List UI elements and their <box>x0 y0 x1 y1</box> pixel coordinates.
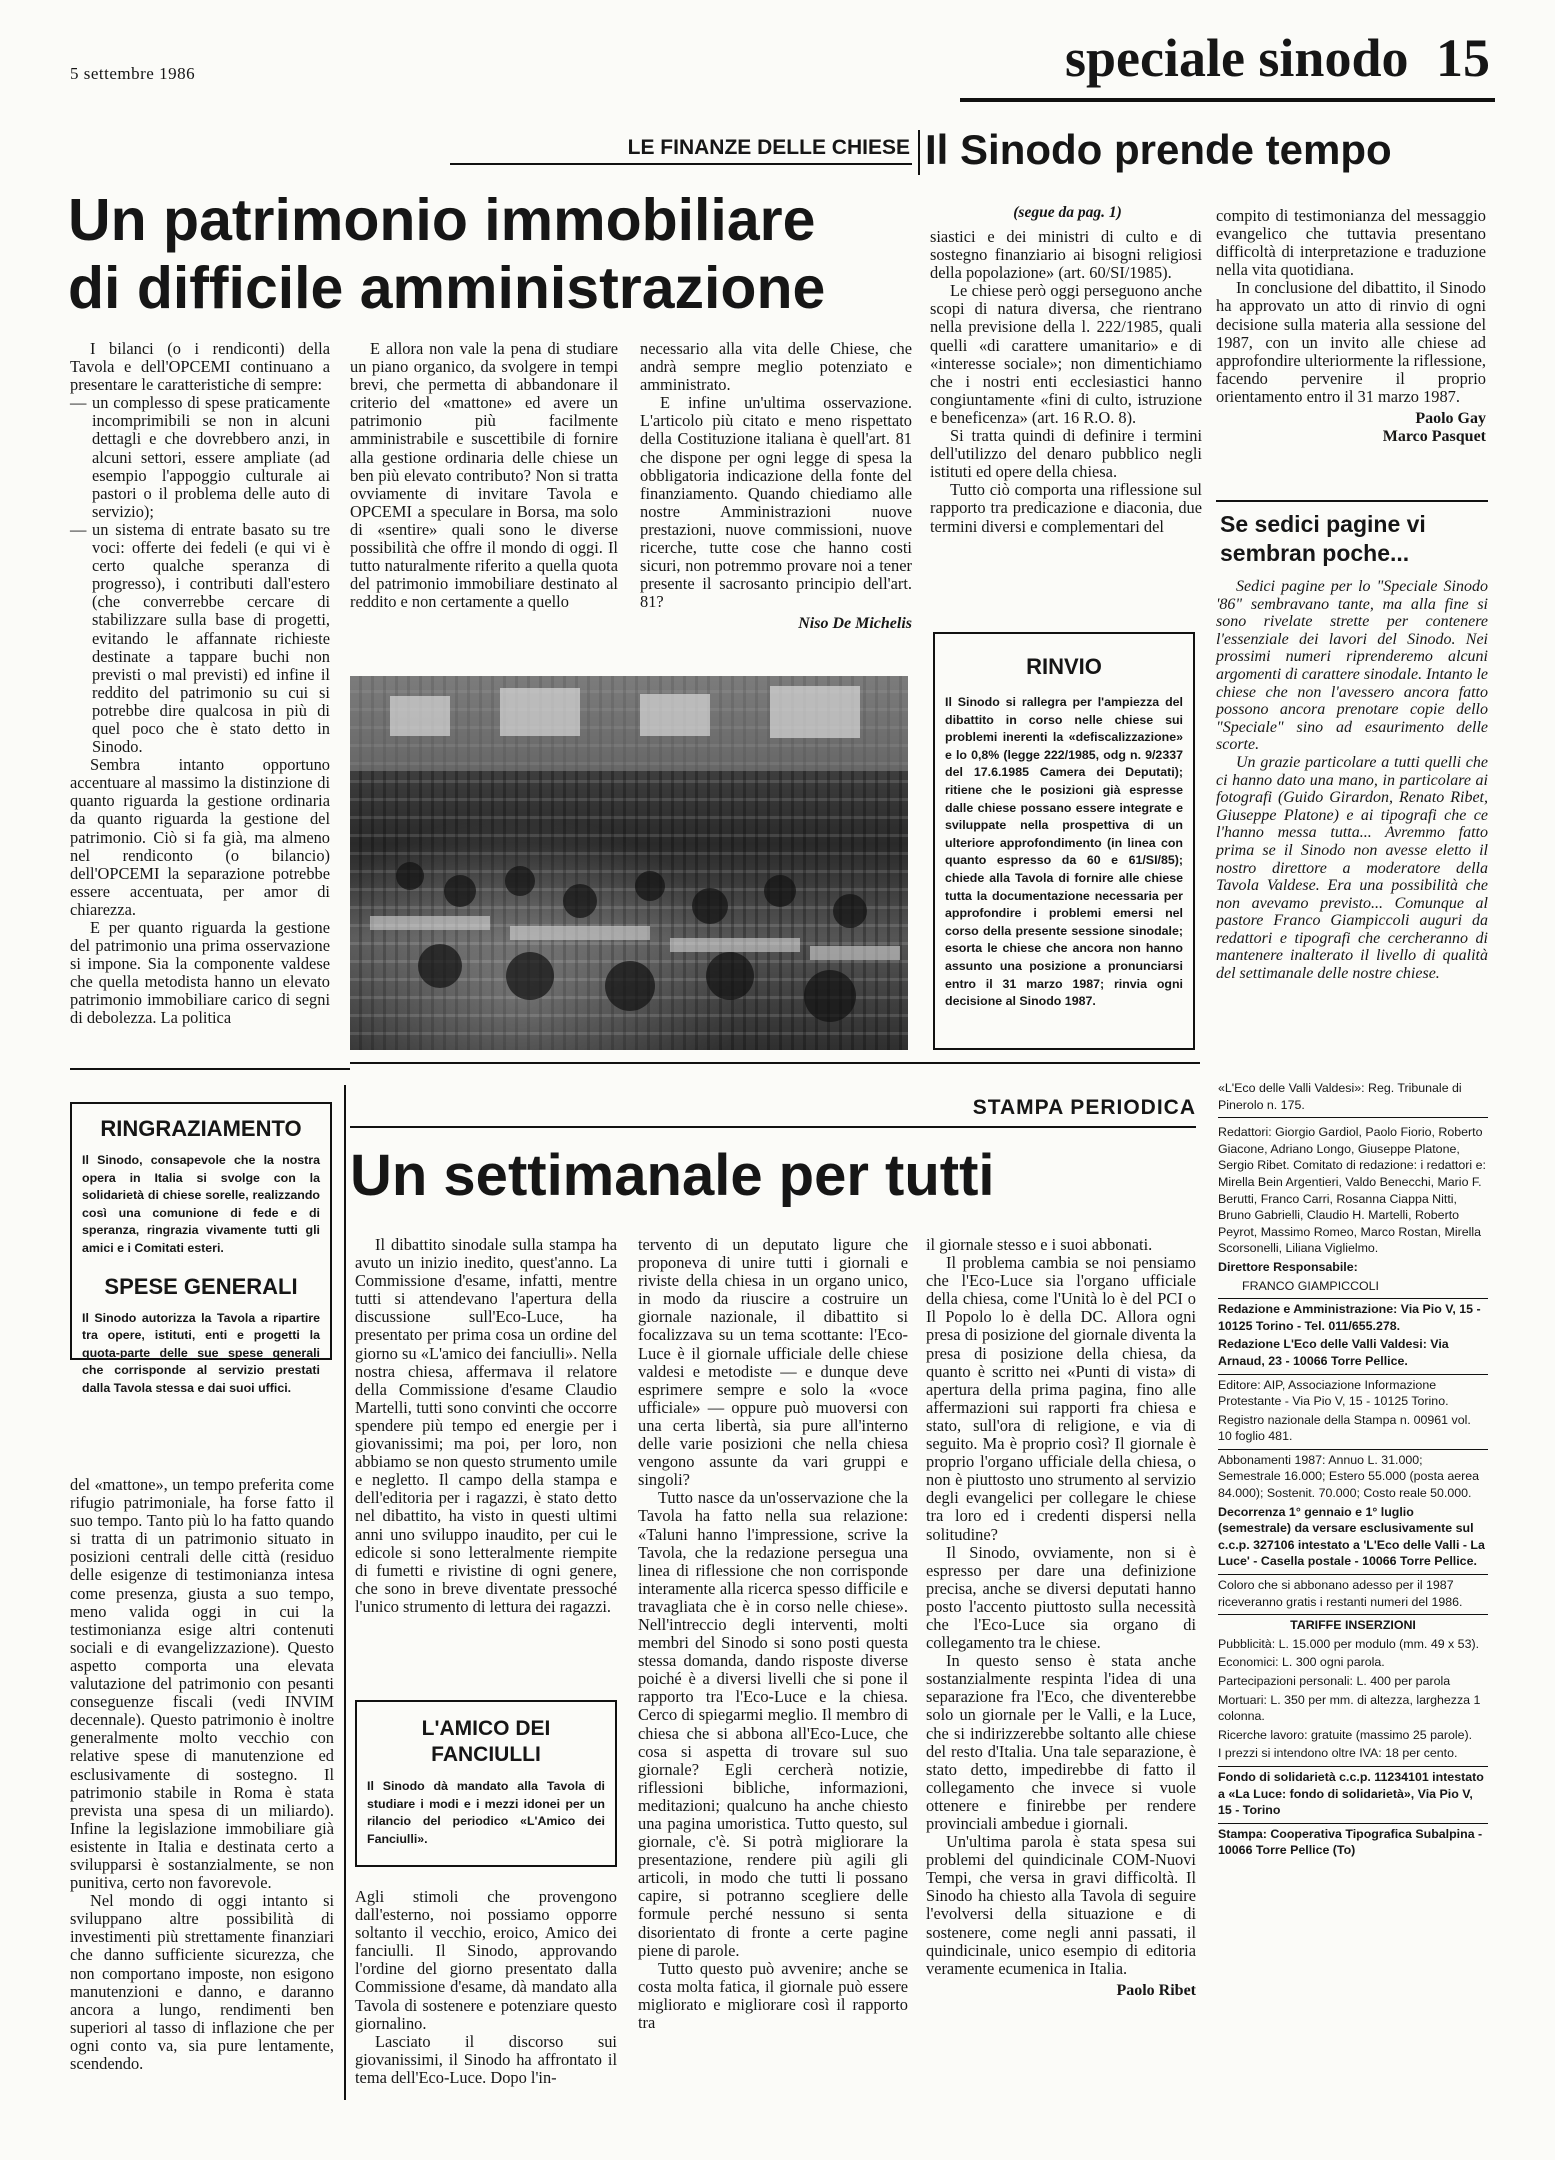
sinodo-tempo-col-2 <box>1216 207 1486 507</box>
list-item: — un sistema di entrate basato su tre voci: offerte dei fedeli (e qui vi è certo qualche speranza di progresso), i contributi dall'estero (che converrebbe cercare di stabilizzare sulla base di progetti, evitando le affannate richieste destinate a tappare buchi non previsti o mal previsti) ed infine il reddito del patrimonio su cui si potrebbe dire qualcosa in più di quel poco che è stato detto in Sinodo. <box>70 521 330 756</box>
spese-text: Il Sinodo autorizza la Tavola a ripartire tra opere, istituti, enti e progetti la quota-parte delle sue spese generali che corrisponde al servizio prestati dalla Tavola stessa e dai suoi uffici. <box>82 1310 320 1395</box>
masthead-tariffa: Ricerche lavoro: gratuite (massimo 25 parole). <box>1218 1727 1473 1742</box>
paragraph: Lasciato il discorso sui giovanissimi, il Sinodo ha affrontato il tema dell'Eco-Luce. Dopo l'in- <box>355 2031 617 2087</box>
list <box>70 394 330 756</box>
finanze-col-1 <box>70 340 330 1066</box>
paragraph: Si tratta quindi di definire i termini dell'utilizzo del denaro pubblico negli istituti ed opere della chiesa. <box>930 426 1202 482</box>
ringraziamento-box <box>70 1102 332 1395</box>
paragraph: E per quanto riguarda la gestione del patrimonio una prima osservazione si impone. Sia la componente valdese che quella metodista hanno un elevato patrimonio immobiliare carico di segni di debolezza. La politica <box>70 918 330 1028</box>
paragraph: tervento di un deputato ligure che proponeva di unire tutti i giornali e riviste della chiesa in un organo unico, in modo da riuscire a costruire un giornale nazionale, il dibattito si focalizzava su un tema scottante: l'Eco-Luce è il giornale ufficiale delle chiese valdesi e metodiste — e dunque deve esprimere sempre e solo la «voce ufficiale» — oppure può muoversi con una certa libertà, sia pure all'interno delle varie posizioni che nella chiesa vengono assunte da vari gruppi e singoli? <box>638 1235 908 1490</box>
settimanale-kicker-rule <box>350 1126 1196 1128</box>
photo-hall-silhouettes-icon <box>350 676 908 1050</box>
paragraph: Tutto nasce da un'osservazione che la Tavola ha fatto nella sua relazione: «Taluni hanno l'impressione, scrive la Tavola, che la redazione persegua una linea di riflessione che non corrisponde interamente alla ricerca spesso difficile e travagliata che è in corso nelle chiese». Nell'intreccio degli interventi, molti membri del Sinodo si sono posti questa stessa domanda, dando risposte diverse poiché è a diversi livelli che si pone il rapporto tra l'Eco-Luce e la chiesa. Cerco di spiegarmi meglio. Il membro di chiesa che si abbona all'Eco-Luce, che cosa si aspetta di trovare sul suo giornale? Egli cercherà notizie, riflessioni bibliche, informazioni, meditazioni; qualcuno ha anche chiesto una pagina umoristica. Tutto questo, sul giornale, c'è. Si potrà migliorare la presentazione, rendere più agili gli articoli, in modo che tutti li possano capire, si potranno scegliere delle formule perché nessuno si senta disorientato di fronte a certe pagine piene di parole. <box>638 1488 908 1960</box>
finanze-col-2 <box>350 340 618 670</box>
rinvio-text: Il Sinodo si rallegra per l'ampiezza del dibattito in corso nelle chiese sui problemi inerenti la «defiscalizzazione» e lo 0,8% (legge 222/1985, odg n. 9/2337 del 17.6.1985 Camera dei Deputati); ritiene che le posizioni già espresse dalle chiese possano essere integrate e sviluppate nella prospettiva di un ulteriore approfondimento (in linea con quanto espresso da 60 e 61/SI/85); chiede alla Tavola di fornire alle chiese tutta la documentazione necessaria per approfondire i problemi emersi nel corso della presente sessione sinodale; esorta le chiese che ancora non hanno assunto una posizione a pronunciarsi entro il 31 marzo 1987; rinvia ogni decisione al Sinodo 1987. <box>945 695 1183 1009</box>
kicker-rule <box>450 163 912 165</box>
masthead-tariffa: I prezzi si intendono oltre IVA: 18 per cento. <box>1218 1745 1488 1767</box>
column-divider-bottom <box>344 1085 346 2100</box>
settimanale-col-2 <box>638 1236 908 2100</box>
paragraph: del «mattone», un tempo preferita come rifugio patrimoniale, ha forse fatto il suo tempo. Tanto più lo ha fatto quando si tratta di un patrimonio situato in posizioni centrali delle città (residuo delle esigenze di testimonianza intesa come presenza, giusta a suo tempo, meno valida oggi in cui la testimonianza esige altri contenuti sociali e di evangelizzazione). Questo aspetto comporta una elevata valutazione del patrimonio con pesanti conseguenze fiscali (vedi INVIM decennale). Questo patrimonio è inoltre generalmente molto vecchio con relative spese di manutenzione ed esclusivamente di sostegno. Il patrimonio stabile in Roma è stata prevista una spesa di un miliardo). Infine la legislazione immobiliare già esistente in Italia e destinata certo a svilupparsi è sostanzialmente, se non punitiva, certo non favorevole. <box>70 1475 334 1893</box>
settimanale-title: Un settimanale per tutti <box>350 1143 995 1208</box>
paragraph: Sembra intanto opportuno accentuare al massimo la distinzione di quanto riguarda la gestione ordinaria da quanto riguarda la gestione del patrimonio. Ciò si fa già, ma almeno nel rendiconto (o bilancio) dell'OPCEMI la separazione potrebbe essere accentuata, per amor di chiarezza. <box>70 755 330 919</box>
paragraph: Agli stimoli che provengono dall'esterno, noi possiamo opporre soltanto il vecchio, eroico, Amico dei fanciulli. Il Sinodo, approvando l'ordine del giorno presentato dalla Commissione d'esame, dà mandato alla Tavola di sostenere e potenziare questo giornalino. <box>355 1887 617 2033</box>
continued-note: (segue da pag. 1) <box>1013 204 1122 221</box>
finanze-title: Un patrimonio immobiliare di difficile amministrazione <box>68 187 826 321</box>
sinodo-tempo-title: Il Sinodo prende tempo <box>925 126 1392 173</box>
masthead-redazione-2: Redazione L'Eco delle Valli Valdesi: Via Arnaud, 23 - 10066 Torre Pellice. <box>1218 1336 1488 1374</box>
masthead-tariffa: Partecipazioni personali: L. 400 per parola <box>1218 1674 1451 1688</box>
finanze-col-3 <box>640 340 912 670</box>
paragraph: siastici e dei ministri di culto e di sostegno finanziario ai bisogni religiosi della popolazione» (art. 60/SI/1985). <box>930 227 1202 283</box>
column-divider-top <box>918 130 920 175</box>
amico-text: Il Sinodo dà mandato alla Tavola di studiare i modi e i mezzi idonei per un rilancio del periodico «L'Amico dei Fanciulli». <box>367 1779 605 1846</box>
paragraph: il giornale stesso e i suoi abbonati. <box>926 1235 1153 1254</box>
list-item: — un complesso di spese praticamente incomprimibili se non in alcuni dettagli e che dovrebbero anzi, in alcuni settori, essere ampliate (ad esempio l'appoggio culturale ai pastori o il problema delle auto di servizio); <box>70 394 330 521</box>
masthead-tariffe-title: TARIFFE INSERZIONI <box>1290 1618 1416 1633</box>
masthead-abbonamenti: Abbonamenti 1987: Annuo L. 31.000; Semestrale 16.000; Estero 55.000 (posta aerea 84.000); Sostenit. 70.000; Costo reale 50.000. <box>1218 1452 1480 1501</box>
finanze-kicker: LE FINANZE DELLE CHIESE <box>627 136 910 159</box>
settimanale-col-1 <box>355 1236 617 1671</box>
settimanale-col-1-bottom <box>355 1888 617 2100</box>
masthead-direttore-label: Direttore Responsabile: <box>1218 1259 1358 1274</box>
header-rule <box>960 98 1495 102</box>
settimanale-col-3 <box>926 1236 1196 2100</box>
paragraph: Sedici pagine per lo "Speciale Sinodo '86" sembravano tante, ma alla fine si sono rivelate strette per contenere l'essenziale dei lavori del Sinodo. Nei prossimi numeri riprenderemo alcuni argomenti di carattere sinodale. Intanto le chiese che non l'avessero ancora fatto possono ancora prenotare copie dello "Speciale" sino ad esaurimento delle scorte. <box>1216 578 1488 754</box>
paragraph: I bilanci (o i rendiconti) della Tavola e dell'OPCEMI continuano a presentare le caratteristiche di sempre: <box>70 339 330 395</box>
masthead-tariffa: Pubblicità: L. 15.000 per modulo (mm. 49 x 53). <box>1218 1636 1480 1651</box>
mid-rule-right <box>350 1062 1200 1064</box>
rinvio-title: RINVIO <box>1026 654 1102 679</box>
masthead-stampa: Stampa: Cooperativa Tipografica Subalpina - 10066 Torre Pellice (To) <box>1218 1826 1483 1858</box>
rinvio-box <box>933 632 1195 1050</box>
masthead-tariffa: Economici: L. 300 ogni parola. <box>1218 1655 1385 1670</box>
masthead-reg: «L'Eco delle Valli Valdesi»: Reg. Tribunale di Pinerolo n. 175. <box>1218 1080 1488 1118</box>
author-signature-2: Marco Pasquet <box>1382 428 1486 446</box>
paragraph: compito di testimonianza del messaggio evangelico che tuttavia presentano difficoltà di interpretazione e traduzione nella vita quotidiana. <box>1216 206 1486 280</box>
paragraph: E infine un'ultima osservazione. L'articolo più citato e meno rispettato della Costituzione italiana è quell'art. 81 che dispone per ogni legge di spesa la obbligatoria indicazione della fonte del finanziamento. Quando chiediamo alle nostre Amministrazioni nuove prestazioni, nuove commissioni, nuove ricerche, tutte cose che hanno costi sicuri, non potremmo provare noi a tener presente il sacrosanto principio dell'art. 81? <box>640 393 912 612</box>
author-signature: Paolo Ribet <box>1116 1981 1196 1999</box>
author-signature-1: Paolo Gay <box>1415 410 1486 428</box>
ringraziamento-text: Il Sinodo, consapevole che la nostra opera in Italia si svolge con la solidarietà di chiese sorelle, realizzando così una comunione di fede e di speranza, ringrazia vivamente tutti gli amici e i Comitati esteri. <box>82 1153 320 1255</box>
paragraph: Un grazie particolare a tutti quelli che ci hanno dato una mano, in particolare ai fotografi (Guido Girardon, Renato Ribet, Giuseppe Platone) e ai tipografi che ce l'hanno messa tutta... Avremmo fatto prima se il Sinodo non avesse eletto il nostro direttore a moderatore della Tavola Valdese. Era una possibilità che non avevamo previsto... Comunque al pastore Franco Giampiccoli auguri da redattori e tipografi che cercheranno di mantenere inalterato il livello di qualità del settimanale delle nostre chiese. <box>1216 753 1488 983</box>
page-date: 5 settembre 1986 <box>70 64 196 83</box>
paragraph: Nel mondo di oggi intanto si sviluppano altre possibilità di investimenti più strettamente finanziari che danno sufficiente sicurezza, che non comportano imposte, non esigono manutenzioni e danno, e daranno ancora a lungo, rendimenti ben superiori al tasso di inflazione che per ogni conto va, sia pure lentamente, scendendo. <box>70 1891 334 2073</box>
section-name: speciale sinodo <box>1064 28 1409 88</box>
masthead-direttore: FRANCO GIAMPICCOLI <box>1218 1278 1488 1300</box>
paragraph: Le chiese però oggi perseguono anche scopi di natura diversa, che rientrano nella previsione della l. 222/1985, quali quelli «di carattere umanitario» e di «interesse sociale»; non dimentichiamo che i nostri enti ecclesiastici hanno congiuntamente «fini di culto, istruzione e beneficenza» (art. 16 R.O. 8). <box>930 281 1202 427</box>
finanze-continuation <box>70 1476 334 2101</box>
paragraph: Tutto ciò comporta una riflessione sul rapporto tra predicazione e diaconia, due termini diversi e complementari del <box>930 480 1202 536</box>
author-signature: Niso De Michelis <box>798 615 912 633</box>
masthead-redazione: Redazione e Amministrazione: Via Pio V, 15 - 10125 Torino - Tel. 011/655.278. <box>1218 1302 1481 1333</box>
paragraph: Il problema cambia se noi pensiamo che l'Eco-Luce sia l'organo ufficiale della chiesa, come l'Unità lo è del PCI o Il Popolo lo è della DC. Allora ogni presa di posizione del giornale diventa la presa di posizione della chiesa, da quanto è scritto nei «Punti di vista» di apertura della prima pagina, fino alle affermazioni sui rapporti fra chiesa e stato, sull'ora di religione, e via di seguito. Ma è proprio così? Il giornale è proprio l'organo ufficiale della chiesa, o non è piuttosto uno strumento al servizio degli evangelici per collegare le chiese tra loro ed i credenti dispersi nella solitudine? <box>926 1253 1196 1544</box>
masthead-redattori: Redattori: Giorgio Gardiol, Paolo Fiorio, Roberto Giacone, Adriano Longo, Giuseppe Platone, Sergio Ribet. Comitato di redazione: i redattori e: Mirella Bein Argentieri, Valdo Benecchi, Mario F. Berutti, Franco Carri, Rosanna Ciappa Nitti, Bruno Gabrielli, Claudio H. Martelli, Roberto Peyrot, Massimo Romeo, Marco Rostan, Mirella Scorsonelli, Liliana Viglielmo. <box>1218 1125 1486 1256</box>
masthead-fondo: Fondo di solidarietà c.c.p. 11234101 intestato a «La Luce: fondo di solidarietà», Via Pio V, 15 - Torino <box>1218 1769 1488 1824</box>
masthead-editore: Editore: AIP, Associazione Informazione Protestante - Via Pio V, 15 - 10125 Torino. <box>1218 1377 1449 1409</box>
mid-rule-left <box>70 1068 350 1070</box>
masthead-decorrenza: Decorrenza 1° gennaio e 1° luglio (semestrale) da versare esclusivamente sul c.c.p. 327106 intestato a 'L'Eco delle Valli - La Luce' - Casella postale - 10066 Torre Pellice. <box>1218 1504 1488 1575</box>
masthead-tariffa: Mortuari: L. 350 per mm. di altezza, larghezza 1 colonna. <box>1218 1692 1481 1724</box>
amico-box <box>355 1700 617 1867</box>
masthead-box <box>1218 1080 1488 2100</box>
settimanale-kicker: STAMPA PERIODICA <box>972 1096 1196 1119</box>
ringraziamento-title: RINGRAZIAMENTO <box>100 1116 302 1141</box>
paragraph: E allora non vale la pena di studiare un piano organico, da svolgere in tempi brevi, che permetta di abbandonare il criterio del «mattone» ed avere un patrimonio più facilmente amministrabile e suscettibile di fornire alla gestione ordinaria delle chiese un ben più elevato contributo? Non si tratta ovviamente di invitare Tavola e OPCEMI a speculare in Borsa, ma solo di «sentire» quali sono le diverse possibilità che offre il mondo di oggi. Il tutto naturalmente riferito a quella quota del patrimonio immobiliare destinato al reddito e non certamente a quello <box>350 339 618 612</box>
paragraph: Tutto questo può avvenire; anche se costa molta fatica, il giornale può essere migliorato e migliorare così il rapporto tra <box>638 1958 908 2033</box>
sedici-text-block <box>1216 578 1488 1056</box>
synod-photo <box>350 676 908 1050</box>
amico-title: L'AMICO DEI FANCIULLI <box>421 1717 551 1766</box>
spese-title: SPESE GENERALI <box>104 1273 298 1299</box>
sedici-rule <box>1216 500 1488 502</box>
page-number: 15 <box>1436 28 1490 88</box>
sinodo-tempo-col-1 <box>930 228 1202 616</box>
section-title <box>1000 28 1490 88</box>
masthead-coloro: Coloro che si abbonano adesso per il 1987 riceveranno gratis i restanti numeri del 1986. <box>1218 1577 1488 1615</box>
paragraph: Il dibattito sinodale sulla stampa ha avuto un inizio inedito, quest'anno. La Commissione d'esame, infatti, mentre tutti si attendevano l'apertura della discussione sull'Eco-Luce, ha presentato per prima cosa un ordine del giorno su «L'amico dei fanciulli». Nella nostra chiesa, affermava il relatore della Commissione d'esame Claudio Martelli, tutti sono convinti che occorre spendere più tempo ed energie per i giovanissimi; ma poi, per loro, non abbiamo se non questo strumento umile e negletto. Il campo della stampa e dell'editoria per i ragazzi, è stato detto nel dibattito, ha visto in questi ultimi anni uno sviluppo inaudito, per cui le edicole si sono letteralmente riempite di fumetti e rivistine di ogni genere, che sono in breve diventate pressoché l'unico strumento di lettura dei ragazzi. <box>355 1235 617 1616</box>
paragraph: Il Sinodo, ovviamente, non si è espresso per dare una definizione precisa, anche se diversi deputati hanno posto l'accento piuttosto sulla necessità che l'Eco-Luce sia organo di collegamento tra le chiese. <box>926 1542 1196 1653</box>
paragraph: In conclusione del dibattito, il Sinodo ha approvato un atto di rinvio di ogni decisione sulla materia alla sessione del 1987, con un invito alle chiese ad approfondire ulteriormente la riflessione, facendo pervenire il proprio orientamento entro il 31 marzo 1987. <box>1216 278 1486 406</box>
paragraph: Un'ultima parola è stata spesa sui problemi del quindicinale COM-Nuovi Tempi, che versa in gravi difficoltà. Il Sinodo ha chiesto alla Tavola di seguire l'evolversi della situazione e di sostenere, come negli anni passati, il quindicinale, unico esempio di editoria veramente ecumenica in Italia. <box>926 1832 1196 1978</box>
paragraph: In questo senso è stata anche sostanzialmente respinta l'idea di una separazione fra l'Eco, che diventerebbe solo un giornale per le Valli, e la Luce, che si indirizzerebbe soltanto alle chiese del resto d'Italia. Una tale separazione, è stato detto, impedirebbe di fatto il collegamento che invece si vuole ottenere e finirebbe per rendere provinciali ambedue i giornali. <box>926 1651 1196 1833</box>
masthead-registro: Registro nazionale della Stampa n. 00961 vol. 10 foglio 481. <box>1218 1412 1488 1450</box>
sedici-title: Se sedici pagine vi sembran poche... <box>1220 511 1426 566</box>
paragraph: necessario alla vita delle Chiese, che andrà sempre meglio potenziato e amministrato. <box>640 339 912 395</box>
